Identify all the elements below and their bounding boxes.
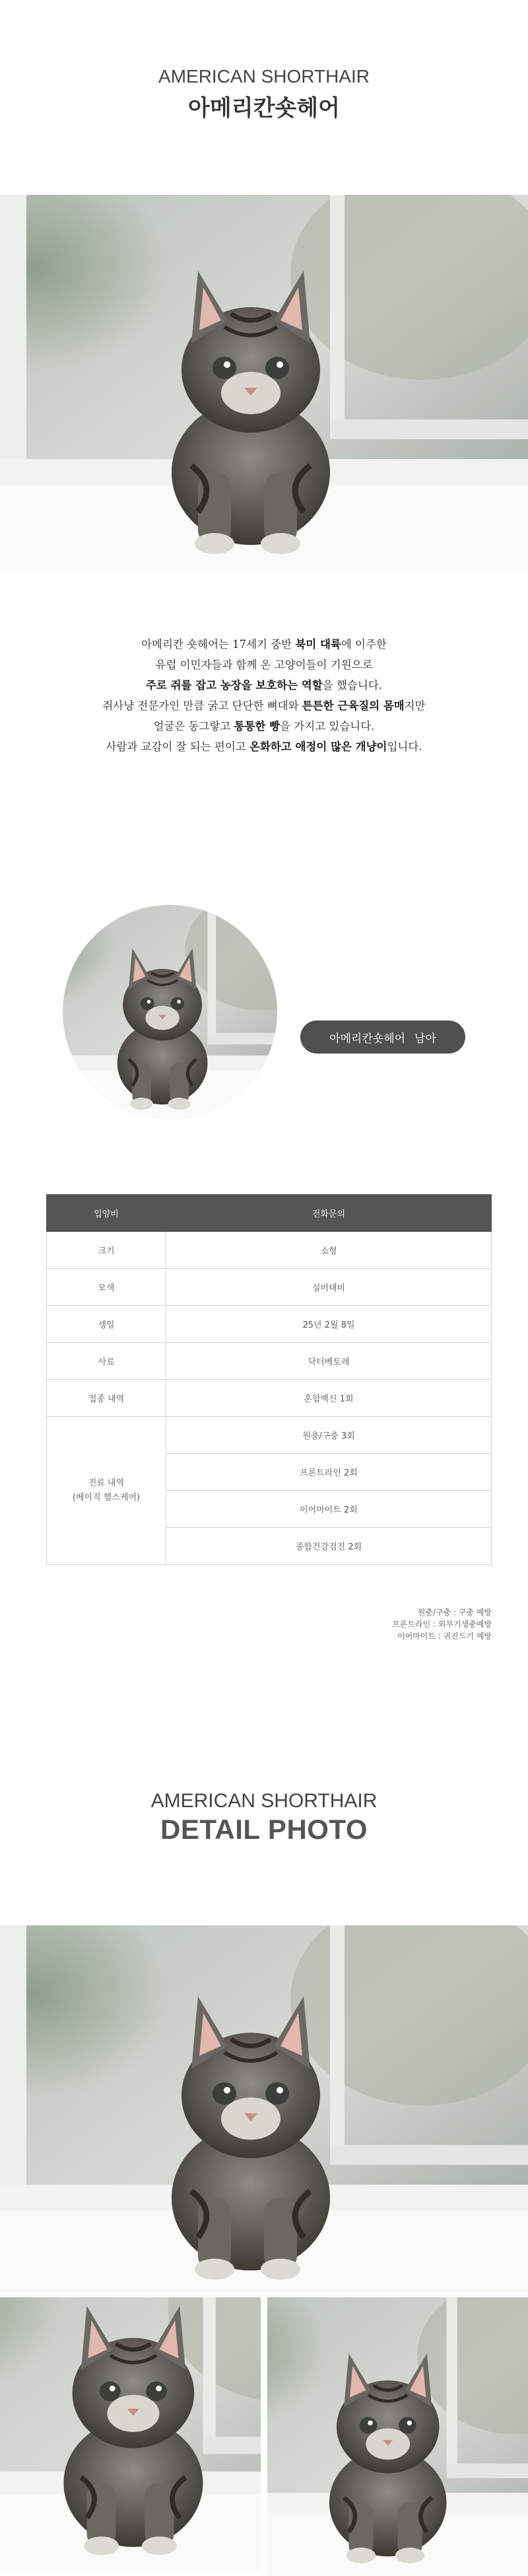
kitten-photo-main (0, 195, 528, 571)
desc-line-5: 얼굴은 동그랗고 통통한 빵을 가지고 있습니다. (153, 720, 375, 733)
desc-line-6: 사람과 교감이 잘 되는 편이고 온화하고 애정이 많은 개냥이입니다. (106, 740, 422, 753)
detail-section-header (0, 1790, 528, 1845)
desc-line-4: 쥐사냥 전문가인 만큼 굵고 단단한 뼈대와 튼튼한 근육질의 몸매지만 (102, 699, 426, 712)
table-row (47, 1343, 492, 1380)
breed-description (0, 634, 528, 757)
footnote: 원충/구충 : 구충 예방 (417, 1608, 492, 1617)
kitten-closeup-image (0, 2297, 261, 2576)
row-value: 실버태비 (166, 1269, 492, 1306)
header-contact: 전화문의 (166, 1195, 492, 1232)
detail-photo-large (0, 1925, 528, 2292)
row-label: 접종 내역 (47, 1380, 166, 1417)
breed-title-ko: 아메리칸숏헤어 (188, 95, 340, 122)
detail-photo-left (0, 2297, 261, 2576)
medical-label-main: 진료 내역 (88, 1478, 125, 1488)
badge-gender: 남아 (414, 1032, 436, 1046)
medical-item: 프론트라인 2회 (166, 1454, 492, 1491)
table-row (47, 1269, 492, 1306)
table-row (47, 1232, 492, 1269)
detail-title-en: AMERICAN SHORTHAIR (150, 1790, 378, 1812)
row-label: 사료 (47, 1343, 166, 1380)
kitten-info-table (46, 1194, 492, 1565)
header-adoption-fee: 입양비 (47, 1195, 166, 1232)
table-footnotes (392, 1606, 492, 1642)
detail-photo-right (267, 2297, 528, 2576)
table-row (47, 1380, 492, 1417)
row-label: 크기 (47, 1232, 166, 1269)
table-row (47, 1306, 492, 1343)
row-label: 모색 (47, 1269, 166, 1306)
desc-line-1: 아메리칸 숏헤어는 17세기 중반 북미 대륙에 이주한 (141, 638, 387, 651)
medical-history-label (47, 1417, 166, 1565)
desc-line-3: 주로 쥐를 잡고 농장을 보호하는 역할을 했습니다. (146, 679, 382, 692)
medical-item: 이어마이트 2회 (166, 1491, 492, 1528)
table-header-row (47, 1195, 492, 1232)
badge-breed: 아메리칸숏헤어 (329, 1032, 406, 1046)
medical-item: 원충/구충 3회 (166, 1417, 492, 1454)
medical-label-sub: (베이직 헬스케어) (72, 1492, 141, 1503)
row-value: 소형 (166, 1232, 492, 1269)
kitten-image (0, 1925, 528, 2292)
section-header (0, 66, 528, 122)
kitten-image (267, 2297, 528, 2576)
row-value: 25년 2월 8일 (166, 1306, 492, 1343)
detail-title: DETAIL PHOTO (160, 1814, 368, 1845)
table-row (47, 1417, 492, 1454)
kitten-image (0, 195, 528, 571)
breed-title-en: AMERICAN SHORTHAIR (158, 66, 370, 87)
row-label: 생일 (47, 1306, 166, 1343)
footnote: 프론트라인 : 외부기생충예방 (392, 1620, 492, 1629)
medical-item: 종합건강검진 2회 (166, 1528, 492, 1565)
kitten-profile-photo (63, 905, 277, 1120)
desc-line-2: 유럽 이민자들과 함께 온 고양이들이 기원으로 (155, 659, 373, 671)
kitten-portrait-image (63, 905, 277, 1120)
row-value: 혼합백신 1회 (166, 1380, 492, 1417)
footnote: 이어마이트 : 귀진드기 예방 (397, 1631, 492, 1641)
breed-gender-badge (300, 1020, 465, 1054)
row-value: 닥터베토레 (166, 1343, 492, 1380)
